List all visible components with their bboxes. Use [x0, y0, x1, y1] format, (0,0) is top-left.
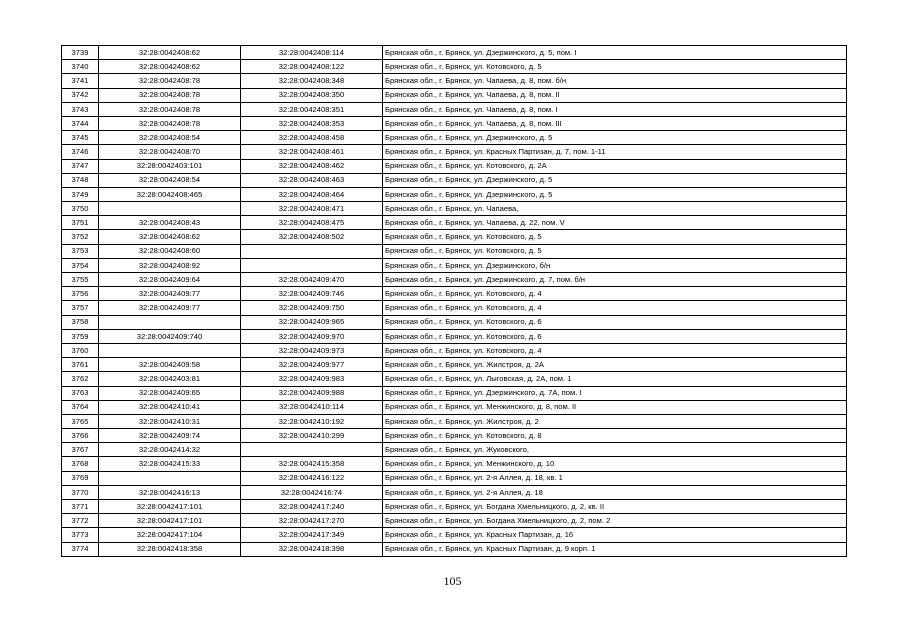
address-cell: Брянская обл., г. Брянск, ул. Красных Партизан, д. 7, пом. 1-11 — [383, 145, 847, 159]
register-table — [61, 45, 847, 557]
table-row — [62, 145, 847, 159]
row-number-cell: 3753 — [62, 244, 99, 258]
address-cell: Брянская обл., г. Брянск, ул. Богдана Хмельницкого, д. 2, пом. 2 — [383, 514, 847, 528]
row-number-cell: 3746 — [62, 145, 99, 159]
row-number-cell: 3772 — [62, 514, 99, 528]
table-row — [62, 386, 847, 400]
object-cadastral-number-cell: 32:28:0042409:988 — [241, 386, 383, 400]
address-cell: Брянская обл., г. Брянск, ул. Котовского, д. 6 — [383, 329, 847, 343]
row-number-cell: 3765 — [62, 414, 99, 428]
cadastral-number-cell: 32:28:0042408:78 — [99, 88, 241, 102]
cadastral-number-cell: 32:28:0042409:65 — [99, 386, 241, 400]
object-cadastral-number-cell: 32:28:0042417:349 — [241, 528, 383, 542]
table-row — [62, 46, 847, 60]
table-row — [62, 414, 847, 428]
table-row — [62, 173, 847, 187]
table-row — [62, 315, 847, 329]
table-row — [62, 514, 847, 528]
address-cell: Брянская обл., г. Брянск, ул. Чапаева, д. 8, пом. II — [383, 88, 847, 102]
address-cell: Брянская обл., г. Брянск, ул. Менжинского, д. 8, пом. II — [383, 400, 847, 414]
cadastral-number-cell: 32:28:0042416:13 — [99, 485, 241, 499]
table-row — [62, 329, 847, 343]
address-cell: Брянская обл., г. Брянск, ул. Дзержинского, д. 5, пом. I — [383, 46, 847, 60]
object-cadastral-number-cell: 32:28:0042408:353 — [241, 116, 383, 130]
table-row — [62, 358, 847, 372]
page-number: 105 — [443, 574, 462, 588]
address-cell: Брянская обл., г. Брянск, ул. Дзержинского, д. 7А, пом. I — [383, 386, 847, 400]
address-cell: Брянская обл., г. Брянск, ул. Жилстроя, д. 2А — [383, 358, 847, 372]
address-cell: Брянская обл., г. Брянск, ул. Котовского, д. 8 — [383, 429, 847, 443]
cadastral-number-cell: 32:28:0042408:78 — [99, 74, 241, 88]
row-number-cell: 3773 — [62, 528, 99, 542]
cadastral-number-cell: 32:28:0042408:62 — [99, 60, 241, 74]
object-cadastral-number-cell — [241, 258, 383, 272]
row-number-cell: 3766 — [62, 429, 99, 443]
cadastral-number-cell: 32:28:0042408:62 — [99, 230, 241, 244]
row-number-cell: 3762 — [62, 372, 99, 386]
object-cadastral-number-cell: 32:28:0042408:502 — [241, 230, 383, 244]
address-cell: Брянская обл., г. Брянск, ул. Дзержинского, б/н — [383, 258, 847, 272]
table-row — [62, 258, 847, 272]
table-row — [62, 187, 847, 201]
row-number-cell: 3749 — [62, 187, 99, 201]
row-number-cell: 3758 — [62, 315, 99, 329]
table-row — [62, 443, 847, 457]
address-cell: Брянская обл., г. Брянск, ул. Чапаева, д. 8, пом. III — [383, 116, 847, 130]
table-row — [62, 343, 847, 357]
cadastral-number-cell: 32:28:0042408:70 — [99, 145, 241, 159]
address-cell: Брянская обл., г. Брянск, ул. Котовского, д. 5 — [383, 244, 847, 258]
row-number-cell: 3741 — [62, 74, 99, 88]
cadastral-number-cell: 32:28:0042409:74 — [99, 429, 241, 443]
address-cell: Брянская обл., г. Брянск, ул. Дзержинского, д. 5 — [383, 131, 847, 145]
cadastral-number-cell: 32:28:0042408:43 — [99, 216, 241, 230]
object-cadastral-number-cell: 32:28:0042409:746 — [241, 287, 383, 301]
object-cadastral-number-cell: 32:28:0042408:461 — [241, 145, 383, 159]
cadastral-number-cell — [99, 343, 241, 357]
table-row — [62, 131, 847, 145]
row-number-cell: 3752 — [62, 230, 99, 244]
object-cadastral-number-cell: 32:28:0042409:983 — [241, 372, 383, 386]
table-row — [62, 159, 847, 173]
register-table-body — [62, 46, 847, 557]
row-number-cell: 3767 — [62, 443, 99, 457]
row-number-cell: 3751 — [62, 216, 99, 230]
table-row — [62, 60, 847, 74]
object-cadastral-number-cell: 32:28:0042408:458 — [241, 131, 383, 145]
table-row — [62, 485, 847, 499]
address-cell: Брянская обл., г. Брянск, ул. Котовского, д. 4 — [383, 287, 847, 301]
object-cadastral-number-cell — [241, 443, 383, 457]
object-cadastral-number-cell: 32:28:0042409:470 — [241, 273, 383, 287]
cadastral-number-cell: 32:28:0042403:101 — [99, 159, 241, 173]
cadastral-number-cell: 32:28:0042408:78 — [99, 102, 241, 116]
cadastral-number-cell: 32:28:0042409:58 — [99, 358, 241, 372]
cadastral-number-cell: 32:28:0042414:32 — [99, 443, 241, 457]
row-number-cell: 3760 — [62, 343, 99, 357]
address-cell: Брянская обл., г. Брянск, ул. Чапаева, д. 22, пом. V — [383, 216, 847, 230]
object-cadastral-number-cell: 32:28:0042408:463 — [241, 173, 383, 187]
object-cadastral-number-cell: 32:28:0042408:475 — [241, 216, 383, 230]
cadastral-number-cell: 32:28:0042409:740 — [99, 329, 241, 343]
cadastral-number-cell — [99, 471, 241, 485]
object-cadastral-number-cell: 32:28:0042409:970 — [241, 329, 383, 343]
address-cell: Брянская обл., г. Брянск, ул. Котовского, д. 2А — [383, 159, 847, 173]
row-number-cell: 3745 — [62, 131, 99, 145]
address-cell: Брянская обл., г. Брянск, ул. Котовского, д. 5 — [383, 60, 847, 74]
object-cadastral-number-cell — [241, 244, 383, 258]
row-number-cell: 3769 — [62, 471, 99, 485]
address-cell: Брянская обл., г. Брянск, ул. 2-я Аллея, д. 18, кв. 1 — [383, 471, 847, 485]
row-number-cell: 3756 — [62, 287, 99, 301]
table-row — [62, 273, 847, 287]
row-number-cell: 3739 — [62, 46, 99, 60]
address-cell: Брянская обл., г. Брянск, ул. Чапаева, — [383, 202, 847, 216]
table-row — [62, 500, 847, 514]
address-cell: Брянская обл., г. Брянск, ул. Красных Партизан, д. 9 корп. 1 — [383, 542, 847, 556]
table-row — [62, 116, 847, 130]
address-cell: Брянская обл., г. Брянск, ул. Жуковского, — [383, 443, 847, 457]
table-row — [62, 301, 847, 315]
row-number-cell: 3754 — [62, 258, 99, 272]
row-number-cell: 3761 — [62, 358, 99, 372]
object-cadastral-number-cell: 32:28:0042409:750 — [241, 301, 383, 315]
address-cell: Брянская обл., г. Брянск, ул. Менжинского, д. 10 — [383, 457, 847, 471]
cadastral-number-cell — [99, 202, 241, 216]
object-cadastral-number-cell: 32:28:0042410:192 — [241, 414, 383, 428]
object-cadastral-number-cell: 32:28:0042417:240 — [241, 500, 383, 514]
object-cadastral-number-cell: 32:28:0042408:464 — [241, 187, 383, 201]
address-cell: Брянская обл., г. Брянск, ул. Красных Партизан, д. 16 — [383, 528, 847, 542]
address-cell: Брянская обл., г. Брянск, ул. Дзержинского, д. 7, пом. б/н — [383, 273, 847, 287]
table-row — [62, 102, 847, 116]
cadastral-number-cell: 32:28:0042409:77 — [99, 301, 241, 315]
object-cadastral-number-cell: 32:28:0042416:122 — [241, 471, 383, 485]
row-number-cell: 3757 — [62, 301, 99, 315]
row-number-cell: 3768 — [62, 457, 99, 471]
object-cadastral-number-cell: 32:28:0042416:74 — [241, 485, 383, 499]
row-number-cell: 3755 — [62, 273, 99, 287]
cadastral-number-cell: 32:28:0042417:101 — [99, 500, 241, 514]
table-row — [62, 457, 847, 471]
row-number-cell: 3748 — [62, 173, 99, 187]
table-row — [62, 287, 847, 301]
row-number-cell: 3743 — [62, 102, 99, 116]
cadastral-number-cell: 32:28:0042408:54 — [99, 131, 241, 145]
table-row — [62, 74, 847, 88]
address-cell: Брянская обл., г. Брянск, ул. Чапаева, д. 8, пом. б/н — [383, 74, 847, 88]
row-number-cell: 3763 — [62, 386, 99, 400]
object-cadastral-number-cell: 32:28:0042408:114 — [241, 46, 383, 60]
address-cell: Брянская обл., г. Брянск, ул. Котовского, д. 6 — [383, 315, 847, 329]
address-cell: Брянская обл., г. Брянск, ул. 2-я Аллея, д. 18 — [383, 485, 847, 499]
object-cadastral-number-cell: 32:28:0042410:299 — [241, 429, 383, 443]
cadastral-number-cell: 32:28:0042409:64 — [99, 273, 241, 287]
address-cell: Брянская обл., г. Брянск, ул. Жилстроя, д. 2 — [383, 414, 847, 428]
table-row — [62, 400, 847, 414]
cadastral-number-cell: 32:28:0042408:78 — [99, 116, 241, 130]
object-cadastral-number-cell: 32:28:0042408:122 — [241, 60, 383, 74]
object-cadastral-number-cell: 32:28:0042408:462 — [241, 159, 383, 173]
row-number-cell: 3770 — [62, 485, 99, 499]
address-cell: Брянская обл., г. Брянск, ул. Богдана Хмельницкого, д. 2, кв. II — [383, 500, 847, 514]
object-cadastral-number-cell: 32:28:0042408:348 — [241, 74, 383, 88]
row-number-cell: 3750 — [62, 202, 99, 216]
table-row — [62, 372, 847, 386]
address-cell: Брянская обл., г. Брянск, ул. Котовского, д. 4 — [383, 301, 847, 315]
row-number-cell: 3774 — [62, 542, 99, 556]
cadastral-number-cell: 32:28:0042415:33 — [99, 457, 241, 471]
address-cell: Брянская обл., г. Брянск, ул. Котовского, д. 4 — [383, 343, 847, 357]
table-row — [62, 429, 847, 443]
table-row — [62, 542, 847, 556]
object-cadastral-number-cell: 32:28:0042410:114 — [241, 400, 383, 414]
object-cadastral-number-cell: 32:28:0042418:398 — [241, 542, 383, 556]
address-cell: Брянская обл., г. Брянск, ул. Лыговская, д. 2А, пом. 1 — [383, 372, 847, 386]
cadastral-number-cell: 32:28:0042403:81 — [99, 372, 241, 386]
cadastral-number-cell: 32:28:0042408:92 — [99, 258, 241, 272]
cadastral-number-cell: 32:28:0042408:60 — [99, 244, 241, 258]
cadastral-number-cell: 32:28:0042418:358 — [99, 542, 241, 556]
object-cadastral-number-cell: 32:28:0042417:270 — [241, 514, 383, 528]
object-cadastral-number-cell: 32:28:0042409:965 — [241, 315, 383, 329]
object-cadastral-number-cell: 32:28:0042408:471 — [241, 202, 383, 216]
object-cadastral-number-cell: 32:28:0042408:350 — [241, 88, 383, 102]
object-cadastral-number-cell: 32:28:0042409:977 — [241, 358, 383, 372]
row-number-cell: 3747 — [62, 159, 99, 173]
table-row — [62, 216, 847, 230]
cadastral-number-cell: 32:28:0042408:62 — [99, 46, 241, 60]
address-cell: Брянская обл., г. Брянск, ул. Чапаева, д. 8, пом. I — [383, 102, 847, 116]
table-row — [62, 471, 847, 485]
cadastral-number-cell: 32:28:0042410:41 — [99, 400, 241, 414]
row-number-cell: 3744 — [62, 116, 99, 130]
object-cadastral-number-cell: 32:28:0042408:351 — [241, 102, 383, 116]
cadastral-number-cell — [99, 315, 241, 329]
row-number-cell: 3740 — [62, 60, 99, 74]
row-number-cell: 3764 — [62, 400, 99, 414]
row-number-cell: 3771 — [62, 500, 99, 514]
address-cell: Брянская обл., г. Брянск, ул. Котовского, д. 5 — [383, 230, 847, 244]
object-cadastral-number-cell: 32:28:0042415:358 — [241, 457, 383, 471]
cadastral-number-cell: 32:28:0042409:77 — [99, 287, 241, 301]
row-number-cell: 3742 — [62, 88, 99, 102]
table-row — [62, 88, 847, 102]
table-row — [62, 202, 847, 216]
table-row — [62, 230, 847, 244]
table-row — [62, 244, 847, 258]
object-cadastral-number-cell: 32:28:0042409:973 — [241, 343, 383, 357]
cadastral-number-cell: 32:28:0042408:54 — [99, 173, 241, 187]
cadastral-number-cell: 32:28:0042417:104 — [99, 528, 241, 542]
row-number-cell: 3759 — [62, 329, 99, 343]
table-row — [62, 528, 847, 542]
cadastral-number-cell: 32:28:0042408:465 — [99, 187, 241, 201]
address-cell: Брянская обл., г. Брянск, ул. Дзержинского, д. 5 — [383, 173, 847, 187]
address-cell: Брянская обл., г. Брянск, ул. Дзержинского, д. 5 — [383, 187, 847, 201]
cadastral-number-cell: 32:28:0042417:101 — [99, 514, 241, 528]
cadastral-number-cell: 32:28:0042410:31 — [99, 414, 241, 428]
